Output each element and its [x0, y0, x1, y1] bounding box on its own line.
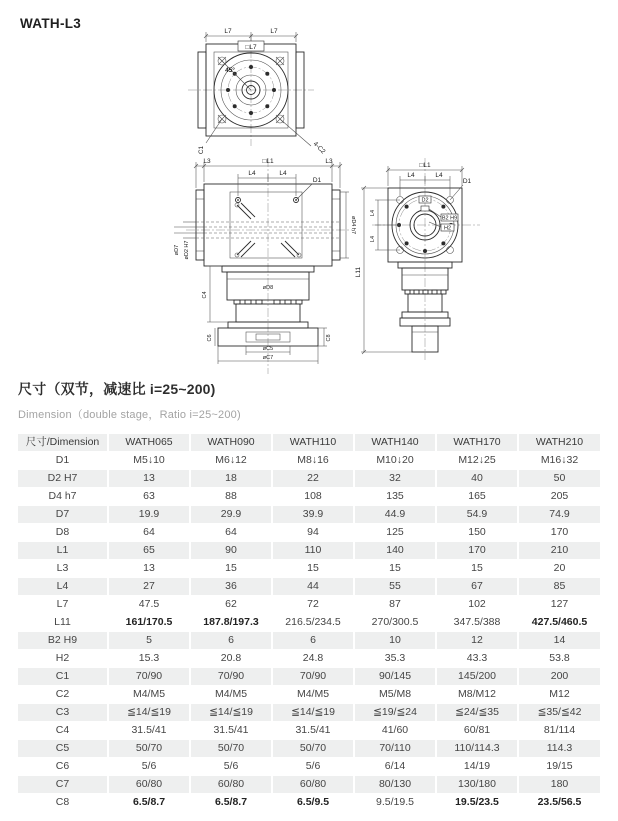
dim-label-l4-top-left: L4 — [407, 172, 415, 179]
cell: 47.5 — [108, 596, 190, 614]
dim-label-l7-left: L7 — [224, 28, 232, 35]
table-row — [18, 578, 600, 596]
angle-label-45: 45° — [225, 67, 235, 74]
cell: 125 — [354, 524, 436, 542]
cell: 22 — [272, 470, 354, 488]
cell: 180 — [518, 776, 600, 794]
cell: M4/M5 — [108, 686, 190, 704]
table-row — [18, 632, 600, 650]
cell: 110 — [272, 542, 354, 560]
cell: 90/145 — [354, 668, 436, 686]
cell: 127 — [518, 596, 600, 614]
cell: 200 — [518, 668, 600, 686]
cell: 29.9 — [190, 506, 272, 524]
cell: 72 — [272, 596, 354, 614]
cell: 19.5/23.5 — [436, 794, 518, 812]
cell: 347.5/388 — [436, 614, 518, 632]
cell: 5/6 — [272, 758, 354, 776]
cell: 67 — [436, 578, 518, 596]
callout-c1: C1 — [198, 145, 205, 155]
cell: 32 — [354, 470, 436, 488]
cell: 70/90 — [108, 668, 190, 686]
cell: 110/114.3 — [436, 740, 518, 758]
cell: 24.8 — [272, 650, 354, 668]
dim-label-c8: C8 — [326, 334, 332, 342]
dia-label-d7: øD7 — [174, 244, 180, 256]
column-header-model: WATH090 — [190, 434, 272, 452]
cell: ≦35/≦42 — [518, 704, 600, 722]
cell: 19/15 — [518, 758, 600, 776]
cell: 90 — [190, 542, 272, 560]
cell: ≦14/≦19 — [272, 704, 354, 722]
cell: M10↓20 — [354, 452, 436, 470]
cell: 94 — [272, 524, 354, 542]
cell: 427.5/460.5 — [518, 614, 600, 632]
dim-label-l11: L11 — [355, 266, 362, 278]
table-row — [18, 542, 600, 560]
cell: 43.3 — [436, 650, 518, 668]
row-label: C5 — [18, 740, 108, 758]
cell: 39.9 — [272, 506, 354, 524]
row-label: L11 — [18, 614, 108, 632]
row-label: D8 — [18, 524, 108, 542]
row-label: H2 — [18, 650, 108, 668]
row-label: L4 — [18, 578, 108, 596]
table-row — [18, 704, 600, 722]
cell: 85 — [518, 578, 600, 596]
bore-label-d2: D2 — [421, 197, 429, 204]
table-row — [18, 650, 600, 668]
cell: 50 — [518, 470, 600, 488]
drawing-front-view — [174, 158, 356, 374]
cell: 10 — [354, 632, 436, 650]
cell: 165 — [436, 488, 518, 506]
cell: 130/180 — [436, 776, 518, 794]
cell: 15.3 — [108, 650, 190, 668]
dim-label-c5: øC5 — [262, 346, 274, 352]
dim-label-l7-boxed: □L7 — [245, 43, 257, 51]
cell: 6 — [190, 632, 272, 650]
cell: 170 — [518, 524, 600, 542]
table-row — [18, 488, 600, 506]
cell: 6.5/9.5 — [272, 794, 354, 812]
cell: 20.8 — [190, 650, 272, 668]
cell: 270/300.5 — [354, 614, 436, 632]
cell: M8↓16 — [272, 452, 354, 470]
cell: 60/80 — [190, 776, 272, 794]
cell: M5/M8 — [354, 686, 436, 704]
table-header-row — [18, 434, 600, 452]
table-row — [18, 740, 600, 758]
dim-label-l1-boxed-side: □L1 — [419, 162, 431, 169]
dim-label-c6: C6 — [207, 334, 213, 342]
cell: 70/110 — [354, 740, 436, 758]
cell: 88 — [190, 488, 272, 506]
cell: 114.3 — [518, 740, 600, 758]
cell: 5 — [108, 632, 190, 650]
dia-label-d4h7: øD4 h7 — [350, 215, 356, 235]
row-label: C4 — [18, 722, 108, 740]
row-label: L3 — [18, 560, 108, 578]
cell: 19.9 — [108, 506, 190, 524]
cell: 62 — [190, 596, 272, 614]
cell: 50/70 — [108, 740, 190, 758]
cell: 81/114 — [518, 722, 600, 740]
cell: 150 — [436, 524, 518, 542]
cell: 6.5/8.7 — [190, 794, 272, 812]
cell: 50/70 — [190, 740, 272, 758]
cell: 31.5/41 — [190, 722, 272, 740]
row-label: D1 — [18, 452, 108, 470]
section-heading-cn: 尺寸（双节，减速比 i=25~200) — [18, 381, 216, 397]
row-label: L1 — [18, 542, 108, 560]
cell: M16↓32 — [518, 452, 600, 470]
cell: 27 — [108, 578, 190, 596]
row-label: C6 — [18, 758, 108, 776]
dia-label-d8: øD8 — [262, 285, 274, 291]
table-row — [18, 794, 600, 812]
dia-label-d2h7: øD2 H7 — [184, 240, 190, 260]
cell: 5/6 — [190, 758, 272, 776]
cell: 145/200 — [436, 668, 518, 686]
cell: 170 — [436, 542, 518, 560]
cell: 5/6 — [108, 758, 190, 776]
column-header-model: WATH170 — [436, 434, 518, 452]
table-row — [18, 560, 600, 578]
cell: 50/70 — [272, 740, 354, 758]
cell: 6.5/8.7 — [108, 794, 190, 812]
cell: M8/M12 — [436, 686, 518, 704]
hole-label-d1-side: D1 — [462, 178, 472, 185]
hole-label-d1: D1 — [312, 177, 322, 184]
cell: 15 — [190, 560, 272, 578]
cell: 41/60 — [354, 722, 436, 740]
dim-label-l4-right: L4 — [279, 170, 287, 177]
dim-label-l1-boxed: □L1 — [262, 158, 274, 165]
cell: 6/14 — [354, 758, 436, 776]
cell: 65 — [108, 542, 190, 560]
cell: 70/90 — [190, 668, 272, 686]
cell: 15 — [354, 560, 436, 578]
cell: 54.9 — [436, 506, 518, 524]
cell: 23.5/56.5 — [518, 794, 600, 812]
cell: 55 — [354, 578, 436, 596]
cell: 64 — [108, 524, 190, 542]
row-label: C3 — [18, 704, 108, 722]
row-label: D4 h7 — [18, 488, 108, 506]
table-row — [18, 614, 600, 632]
cell: 20 — [518, 560, 600, 578]
row-label: C1 — [18, 668, 108, 686]
technical-drawing — [0, 0, 618, 378]
cell: 44.9 — [354, 506, 436, 524]
cell: ≦14/≦19 — [190, 704, 272, 722]
cell: 18 — [190, 470, 272, 488]
cell: 31.5/41 — [108, 722, 190, 740]
cell: 74.9 — [518, 506, 600, 524]
cell: 60/81 — [436, 722, 518, 740]
row-label: L7 — [18, 596, 108, 614]
dim-label-l4-side-lower: L4 — [370, 235, 376, 243]
cell: 161/170.5 — [108, 614, 190, 632]
cell: 216.5/234.5 — [272, 614, 354, 632]
table-row — [18, 722, 600, 740]
cell: 15 — [436, 560, 518, 578]
cell: 70/90 — [272, 668, 354, 686]
cell: ≦24/≦35 — [436, 704, 518, 722]
cell: 135 — [354, 488, 436, 506]
row-label: B2 H9 — [18, 632, 108, 650]
column-header-model: WATH210 — [518, 434, 600, 452]
cell: M4/M5 — [190, 686, 272, 704]
cell: M4/M5 — [272, 686, 354, 704]
cell: 13 — [108, 470, 190, 488]
cell: 9.5/19.5 — [354, 794, 436, 812]
page-title: WATH-L3 — [20, 16, 82, 31]
table-row — [18, 596, 600, 614]
table-row — [18, 470, 600, 488]
dimension-table-body — [18, 434, 600, 812]
cell: 205 — [518, 488, 600, 506]
cell: M5↓10 — [108, 452, 190, 470]
cell: 14 — [518, 632, 600, 650]
key-label-h2: H2 — [443, 225, 452, 232]
drawing-top-view — [188, 28, 327, 156]
cell: ≦19/≦24 — [354, 704, 436, 722]
dim-label-l4-side-upper: L4 — [370, 209, 376, 217]
cell: 53.8 — [518, 650, 600, 668]
row-label: C2 — [18, 686, 108, 704]
cell: 64 — [190, 524, 272, 542]
cell: 13 — [108, 560, 190, 578]
row-label: C8 — [18, 794, 108, 812]
table-row — [18, 758, 600, 776]
table-row — [18, 776, 600, 794]
cell: 80/130 — [354, 776, 436, 794]
cell: 40 — [436, 470, 518, 488]
cell: 6 — [272, 632, 354, 650]
column-header-model: WATH140 — [354, 434, 436, 452]
cell: 35.3 — [354, 650, 436, 668]
row-label: D7 — [18, 506, 108, 524]
table-row — [18, 452, 600, 470]
cell: 44 — [272, 578, 354, 596]
cell: 12 — [436, 632, 518, 650]
column-header-model: WATH110 — [272, 434, 354, 452]
cell: M6↓12 — [190, 452, 272, 470]
key-label-b2h9: B2 H9 — [441, 215, 458, 222]
cell: 140 — [354, 542, 436, 560]
cell: 210 — [518, 542, 600, 560]
table-row — [18, 506, 600, 524]
dim-label-l4-top-right: L4 — [435, 172, 443, 179]
cell: 31.5/41 — [272, 722, 354, 740]
dim-label-l3-left: L3 — [203, 158, 211, 165]
dim-label-l3-right: L3 — [325, 158, 333, 165]
dim-label-l4-left: L4 — [248, 170, 256, 177]
dim-label-c7: øC7 — [262, 355, 274, 361]
row-label: D2 H7 — [18, 470, 108, 488]
callout-4xc2: 4-C2 — [311, 140, 327, 156]
cell: M12↓25 — [436, 452, 518, 470]
cell: ≦14/≦19 — [108, 704, 190, 722]
cell: 15 — [272, 560, 354, 578]
column-header-model: WATH065 — [108, 434, 190, 452]
section-heading-en: Dimension（double stage，Ratio i=25~200) — [18, 409, 241, 421]
drawing-side-view — [355, 158, 480, 360]
cell: 187.8/197.3 — [190, 614, 272, 632]
table-row — [18, 686, 600, 704]
table-row — [18, 524, 600, 542]
cell: M12 — [518, 686, 600, 704]
cell: 102 — [436, 596, 518, 614]
column-header-dimension: 尺寸/Dimension — [18, 434, 108, 452]
row-label: C7 — [18, 776, 108, 794]
dim-label-c4: C4 — [202, 291, 208, 299]
cell: 60/80 — [272, 776, 354, 794]
dimension-table — [18, 434, 600, 812]
cell: 36 — [190, 578, 272, 596]
cell: 14/19 — [436, 758, 518, 776]
dim-label-l7-right: L7 — [270, 28, 278, 35]
table-row — [18, 668, 600, 686]
cell: 87 — [354, 596, 436, 614]
cell: 60/80 — [108, 776, 190, 794]
cell: 63 — [108, 488, 190, 506]
cell: 108 — [272, 488, 354, 506]
